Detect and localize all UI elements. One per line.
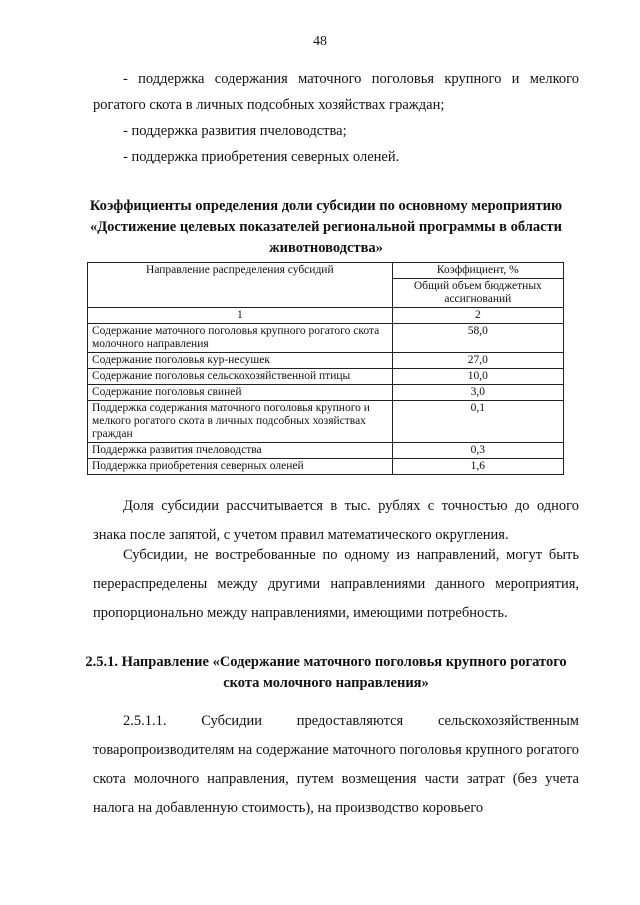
col-subheader-budget: Общий объем бюджетных ассигнований bbox=[392, 279, 563, 308]
row-value: 1,6 bbox=[392, 459, 563, 475]
table-number-row bbox=[88, 308, 564, 324]
table-header-row bbox=[88, 263, 564, 279]
section-title: 2.5.1. Направление «Содержание маточного поголовья крупного рогатого скота молочного направления» bbox=[85, 654, 567, 691]
col-number-2: 2 bbox=[392, 308, 563, 324]
row-value: 27,0 bbox=[392, 353, 563, 369]
body-paragraph: Доля субсидии рассчитывается в тыс. рублях с точностью до одного знака после запятой, с учетом правил математического округления. bbox=[93, 498, 579, 543]
table-title: Коэффициенты определения доли субсидии по основному мероприятию «Достижение целевых показателей региональной программы в области животноводства» bbox=[89, 198, 563, 256]
row-value: 10,0 bbox=[392, 369, 563, 385]
row-value: 58,0 bbox=[392, 324, 563, 353]
page-number: 48 bbox=[313, 34, 327, 49]
row-value: 3,0 bbox=[392, 385, 563, 401]
table-row bbox=[88, 401, 564, 443]
row-direction: Содержание поголовья сельскохозяйственной птицы bbox=[88, 369, 393, 385]
bullet-item: - поддержка приобретения северных оленей. bbox=[123, 149, 400, 165]
col-header-coefficient: Коэффициент, % bbox=[392, 263, 563, 279]
row-direction: Содержание поголовья кур-несушек bbox=[88, 353, 393, 369]
section-paragraph: 2.5.1.1. Субсидии предоставляются сельскохозяйственным товаропроизводителям на содержание маточного поголовья крупного рогатого скота молочного направления, путем возмещения части затрат (без учета налога на добавленную стоимость), на производство коровьего bbox=[93, 713, 579, 816]
row-direction: Поддержка развития пчеловодства bbox=[88, 443, 393, 459]
row-value: 0,1 bbox=[392, 401, 563, 443]
col-number-1: 1 bbox=[88, 308, 393, 324]
row-direction: Содержание поголовья свиней bbox=[88, 385, 393, 401]
col-header-direction: Направление распределения субсидий bbox=[88, 263, 393, 308]
table-row bbox=[88, 443, 564, 459]
table-row bbox=[88, 369, 564, 385]
table-row bbox=[88, 324, 564, 353]
bullet-item: - поддержка развития пчеловодства; bbox=[123, 123, 347, 139]
table-row bbox=[88, 385, 564, 401]
coefficients-table bbox=[87, 262, 564, 475]
body-paragraph: Субсидии, не востребованные по одному из направлений, могут быть перераспределены между другими направлениями данного мероприятия, пропорционально между направлениями, имеющими потребность. bbox=[93, 547, 579, 621]
table-row bbox=[88, 459, 564, 475]
row-direction: Поддержка содержания маточного поголовья крупного и мелкого рогатого скота в личных подсобных хозяйствах граждан bbox=[88, 401, 393, 443]
row-direction: Поддержка приобретения северных оленей bbox=[88, 459, 393, 475]
table-row bbox=[88, 353, 564, 369]
row-value: 0,3 bbox=[392, 443, 563, 459]
bullet-item: - поддержка содержания маточного поголовья крупного и мелкого рогатого скота в личных подсобных хозяйствах граждан; bbox=[93, 71, 579, 113]
row-direction: Содержание маточного поголовья крупного рогатого скота молочного направления bbox=[88, 324, 393, 353]
